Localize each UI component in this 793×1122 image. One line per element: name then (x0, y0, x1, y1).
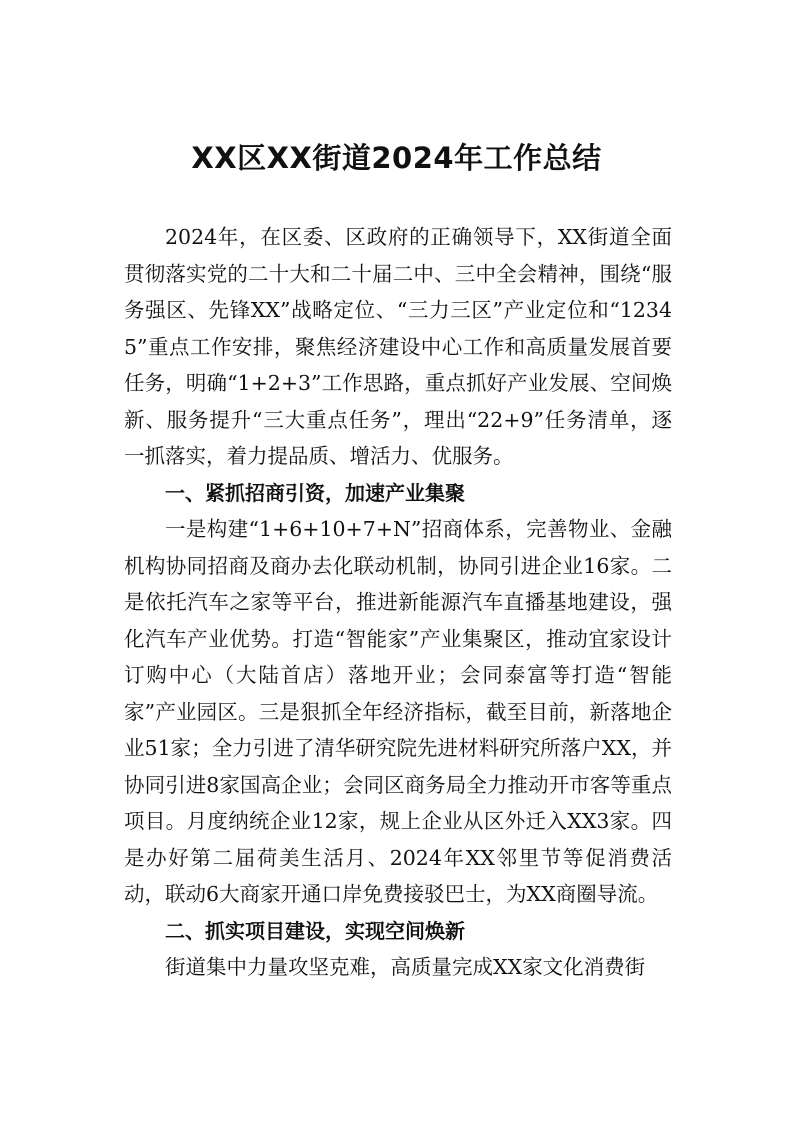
document-body (124, 219, 672, 986)
section-heading-2: 二、抓实项目建设，实现空间焕新 (165, 918, 465, 943)
document-title: XX区XX街道2024年工作总结 (191, 141, 602, 175)
section-paragraph-2: 街道集中力量攻坚克难，高质量完成XX家文化消费街 (165, 955, 646, 979)
intro-paragraph: 2024年，在区委、区政府的正确领导下，XX街道全面贯彻落实党的二十大和二十届二中、三中全会精神，围绕“服务强区、先锋XX”战略定位、“三力三区”产业定位和“12345”重点工作安排，聚焦经济建设中心工作和高质量发展首要任务，明确“1+2+3”工作思路，重点抓好产业发展、空间焕新、服务提升“三大重点任务”，理出“22+9”任务清单，逐一抓落实，着力提品质、增活力、优服务。 (124, 225, 672, 468)
section-heading-1: 一、紧抓招商引资，加速产业集聚 (165, 480, 465, 505)
section-paragraph-1: 一是构建“1+6+10+7+N”招商体系，完善物业、金融机构协同招商及商办去化联动机制，协同引进企业16家。二是依托汽车之家等平台，推进新能源汽车直播基地建设，强化汽车产业优势。打造“智能家”产业集聚区，推动宜家设计订购中心（大陆首店）落地开业；会同泰富等打造“智能家”产业园区。三是狠抓全年经济指标，截至目前，新落地企业51家；全力引进了清华研究院先进材料研究所落户XX，并协同引进8家国高企业；会同区商务局全力推动开市客等重点项目。月度纳统企业12家，规上企业从区外迁入XX3家。四是办好第二届荷美生活月、2024年XX邻里节等促消费活动，联动6大商家开通口岸免费接驳巴士，为XX商圈导流。 (124, 517, 672, 906)
